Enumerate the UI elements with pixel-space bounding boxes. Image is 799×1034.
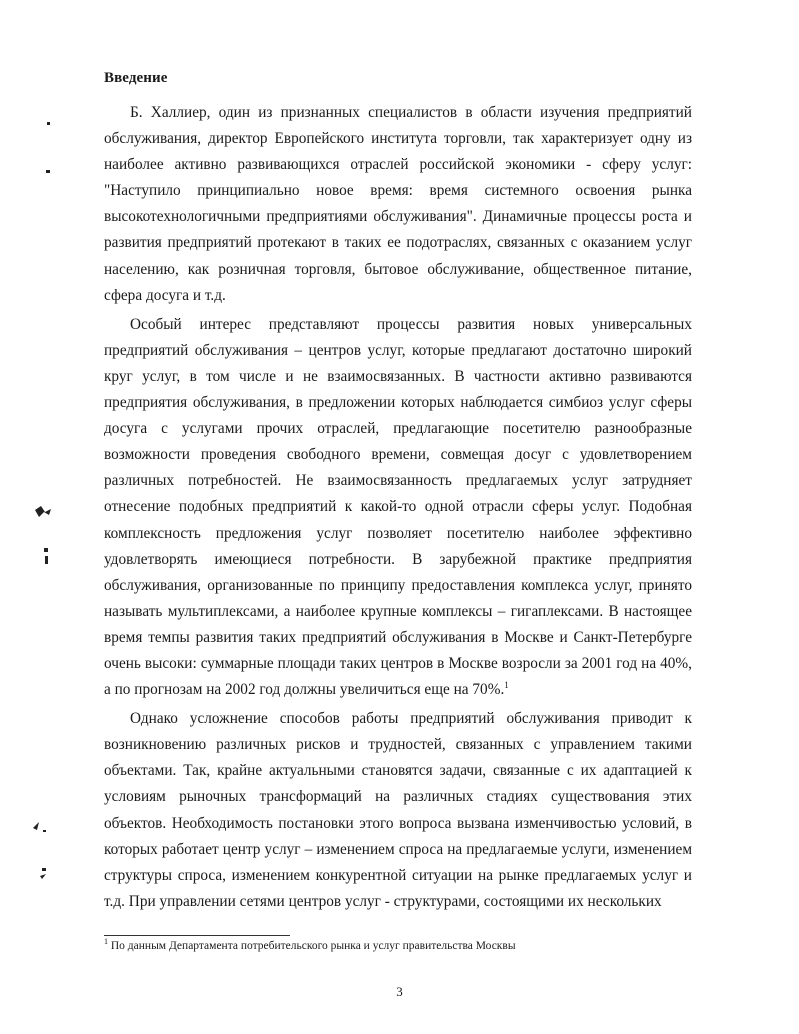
page-number: 3 (396, 984, 403, 999)
paragraph-1: Б. Халлиер, один из признанных специалистов в области изучения предприятий обслуживания, директор Европейского института торговли, так характеризует одну из наиболее активно развивающихся отраслей российской экономики - сферу услуг: "Наступило принципиально новое время: время системного освоения рынка высокотехнологичными предприятиями обслуживания". Динамичные процессы роста и развития предприятий протекают в таких ее подотраслях, связанных с оказанием услуг населению, как розничная торговля, бытовое обслуживание, общественное питание, сфера досуга и т.д. (104, 104, 692, 304)
scan-artifact-marks (25, 110, 65, 900)
footnote (104, 937, 516, 952)
paragraph-2: Особый интерес представляют процессы развития новых универсальных предприятий обслуживания – центров услуг, которые предлагают достаточно широкий круг услуг, в том числе и не взаимосвязанных. В частности активно развиваются предприятия обслуживания, в предложении которых наблюдается симбиоз услуг сферы досуга с услугами прочих отраслей, предлагающие посетителю разнообразные возможности проведения свободного времени, совмещая досуг с удовлетворением различных потребностей. Не взаимосвязанность предлагаемых услуг затрудняет отнесение подобных предприятий к какой-то одной отрасли сферы услуг. Подобная комплексность предложения услуг позволяет посетителю наиболее эффективно удовлетворять имеющиеся потребности. В зарубежной практике предприятия обслуживания, организованные по принципу предоставления комплекса услуг, принято называть мультиплексами, а наиболее крупные комплексы – гигаплексами. В настоящее время темпы развития таких предприятий обслуживания в Москве и Санкт-Петербурге очень высоки: суммарные площади таких центров в Москве возросли за 2001 год на 40%, а по прогнозам на 2002 год должны увеличиться еще на 70%.$^1$ (104, 315, 692, 699)
footnote-reference: 1 (504, 679, 509, 690)
footnote-number: 1 (104, 937, 108, 947)
section-heading: Введение (104, 70, 168, 86)
footnote-text: По данным Департамента потребительского рынка и услуг правительства Москвы (110, 940, 516, 952)
paragraph-3: Однако усложнение способов работы предприятий обслуживания приводит к возникновению различных рисков и трудностей, связанных с управлением такими объектами. Так, крайне актуальными становятся задачи, связанные с их адаптацией к условиям рыночных трансформаций на различных стадиях существования этих объектов. Необходимость постановки этого вопроса вызвана изменчивостью условий, в которых работает центр услуг – изменением спроса на предлагаемые услуги, изменением структуры спроса, изменением конкурентной ситуации на рынке предлагаемых услуг и т.д. При управлении сетями центров услуг - структурами, состоящими их нескольких (104, 710, 692, 910)
body-text (104, 100, 692, 918)
footnote-divider (104, 935, 290, 936)
